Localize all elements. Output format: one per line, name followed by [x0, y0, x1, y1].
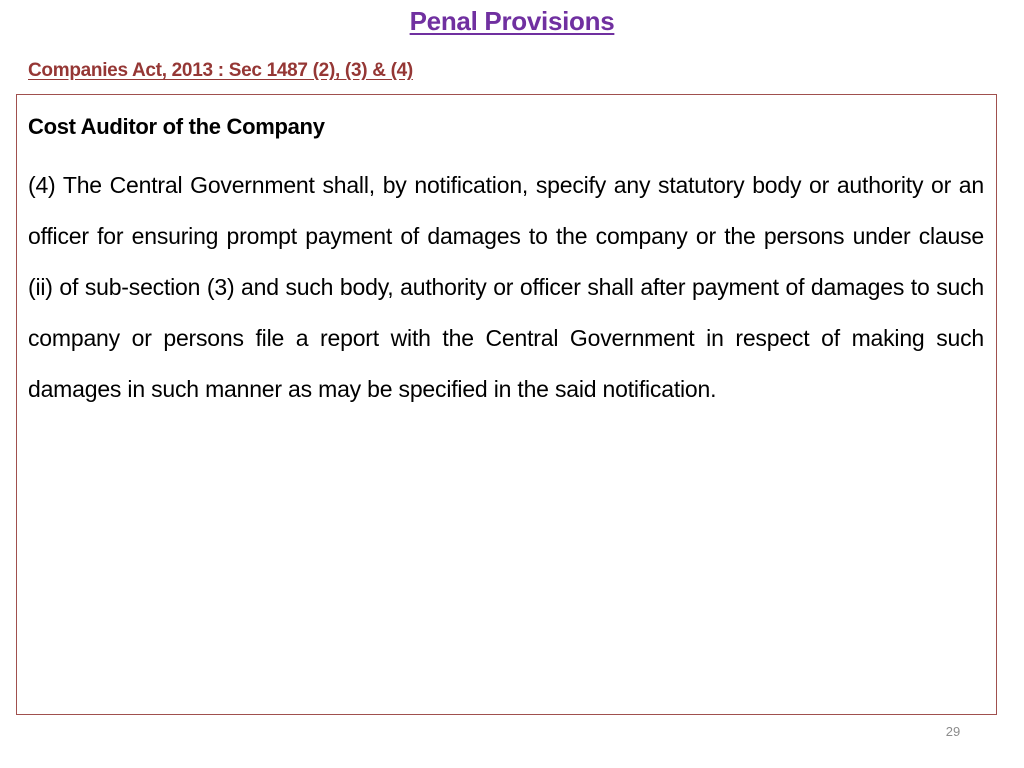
slide-subtitle: Companies Act, 2013 : Sec 1487 (2), (3) & (4) [28, 60, 413, 81]
section-heading: Cost Auditor of the Company [28, 114, 325, 139]
page-number: 29 [945, 724, 961, 739]
body-paragraph: (4) The Central Government shall, by notification, specify any statutory body or authority or an officer for ensuring prompt payment of damages to the company or the persons under clause (ii) of sub-section (3) and such body, authority or officer shall after payment of damages to such company or persons file a report with the Central Government in respect of making such damages in such manner as may be specified in the said notification. [28, 172, 984, 402]
slide-title: Penal Provisions [409, 6, 615, 36]
